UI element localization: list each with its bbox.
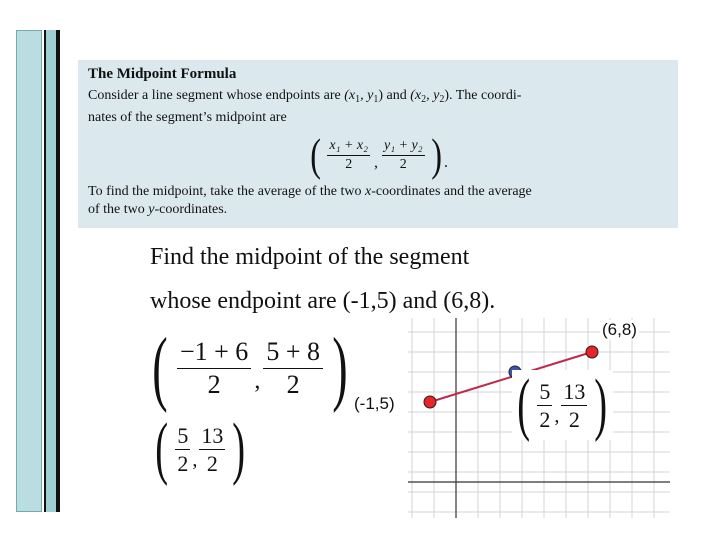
formula-comma: , (374, 154, 378, 171)
mid-y-denominator: 2 (568, 406, 580, 432)
endpoint-a-marker (424, 396, 436, 408)
step2-right-paren: ) (232, 410, 246, 487)
formula-x-fraction (327, 137, 370, 174)
mid-x-denominator: 2 (539, 406, 551, 432)
step2-y-fraction (199, 422, 225, 477)
mid-y-numerator: 13 (563, 378, 586, 404)
step2-x-denominator: 2 (177, 450, 189, 476)
step-2-expression (150, 410, 251, 487)
formula-box-line-3 (88, 183, 668, 201)
p1-mid: , y (360, 88, 374, 103)
step1-x-fraction (177, 336, 251, 401)
endpoint-a-label: (-1,5) (354, 394, 395, 413)
formula-period: . (443, 154, 448, 171)
problem-line-2: whose endpoint are (-1,5) and (6,8). (150, 288, 496, 314)
mid-x-numerator: 5 (539, 378, 551, 404)
step1-y-fraction (263, 336, 323, 401)
step2-y-denominator: 2 (206, 450, 218, 476)
and-text: and (386, 88, 407, 103)
formula-box-title: The Midpoint Formula (88, 66, 237, 82)
step2-comma: , (192, 448, 198, 471)
line3-x: x (365, 184, 372, 199)
midpoint-formula (88, 129, 668, 181)
mid-x-fraction (537, 378, 552, 433)
step1-left-paren: ( (152, 321, 168, 414)
p2-mid: , y (426, 88, 440, 103)
step1-y-numerator: 5 + 8 (263, 336, 323, 369)
formula-y-fraction (382, 137, 425, 174)
mid-y-fraction (561, 378, 587, 433)
formula-box-line-2: nates of the segment’s midpoint are (88, 110, 287, 125)
formula-y-numerator: y₁ + y₂ (382, 137, 425, 156)
line4-a: of the two (88, 202, 145, 217)
step2-x-fraction (175, 422, 190, 477)
p2-sub2: 2 (439, 94, 445, 105)
step-1-expression (146, 321, 354, 414)
step1-comma: , (254, 367, 261, 394)
endpoint-2-notation (410, 88, 452, 103)
p2-close: ). (444, 88, 453, 103)
step2-x-numerator: 5 (177, 422, 189, 448)
p2-open: (x (410, 88, 422, 103)
step2-y-numerator: 13 (201, 422, 224, 448)
problem-line-1: Find the midpoint of the segment (150, 244, 470, 270)
step1-x-denominator: 2 (207, 369, 221, 399)
formula-box-line-4 (88, 201, 668, 219)
step1-x-numerator: −1 + 6 (177, 336, 251, 369)
p1-sub: 1 (355, 94, 361, 105)
left-decor-bar-light (16, 30, 42, 512)
formula-x-numerator: x₁ + x₂ (327, 137, 370, 156)
p1-open: (x (344, 88, 356, 103)
step2-left-paren: ( (155, 410, 169, 487)
formula-left-paren: ( (310, 129, 322, 180)
step1-y-denominator: 2 (286, 369, 300, 399)
left-decor-bar-dark (44, 30, 60, 512)
line3-b: -coordinates and the average (371, 184, 532, 199)
endpoint-1-notation (344, 88, 383, 103)
p2-sub: 2 (421, 94, 427, 105)
formula-x-denominator: 2 (345, 156, 353, 172)
midpoint-formula-box (78, 60, 678, 228)
formula-right-paren: ) (430, 129, 442, 180)
step1-right-paren: ) (332, 321, 348, 414)
p1-sub2: 1 (373, 94, 379, 105)
coordinate-graph (354, 318, 670, 523)
p1-close: ) (378, 88, 383, 103)
mid-left-paren: ( (517, 366, 531, 443)
line4-b: -coordinates. (154, 202, 228, 217)
line3-a: To find the midpoint, take the average of the two (88, 184, 362, 199)
endpoint-b-marker (586, 346, 598, 358)
mid-comma: , (554, 404, 560, 427)
line1-post: The coordi- (455, 88, 522, 103)
formula-y-denominator: 2 (399, 156, 407, 172)
mid-right-paren: ) (594, 366, 608, 443)
midpoint-expression (512, 366, 613, 443)
line1-text: Consider a line segment whose endpoints are (88, 88, 341, 103)
line4-y: y (148, 202, 155, 217)
formula-box-line-1 (88, 87, 668, 109)
endpoint-b-label: (6,8) (602, 320, 637, 339)
